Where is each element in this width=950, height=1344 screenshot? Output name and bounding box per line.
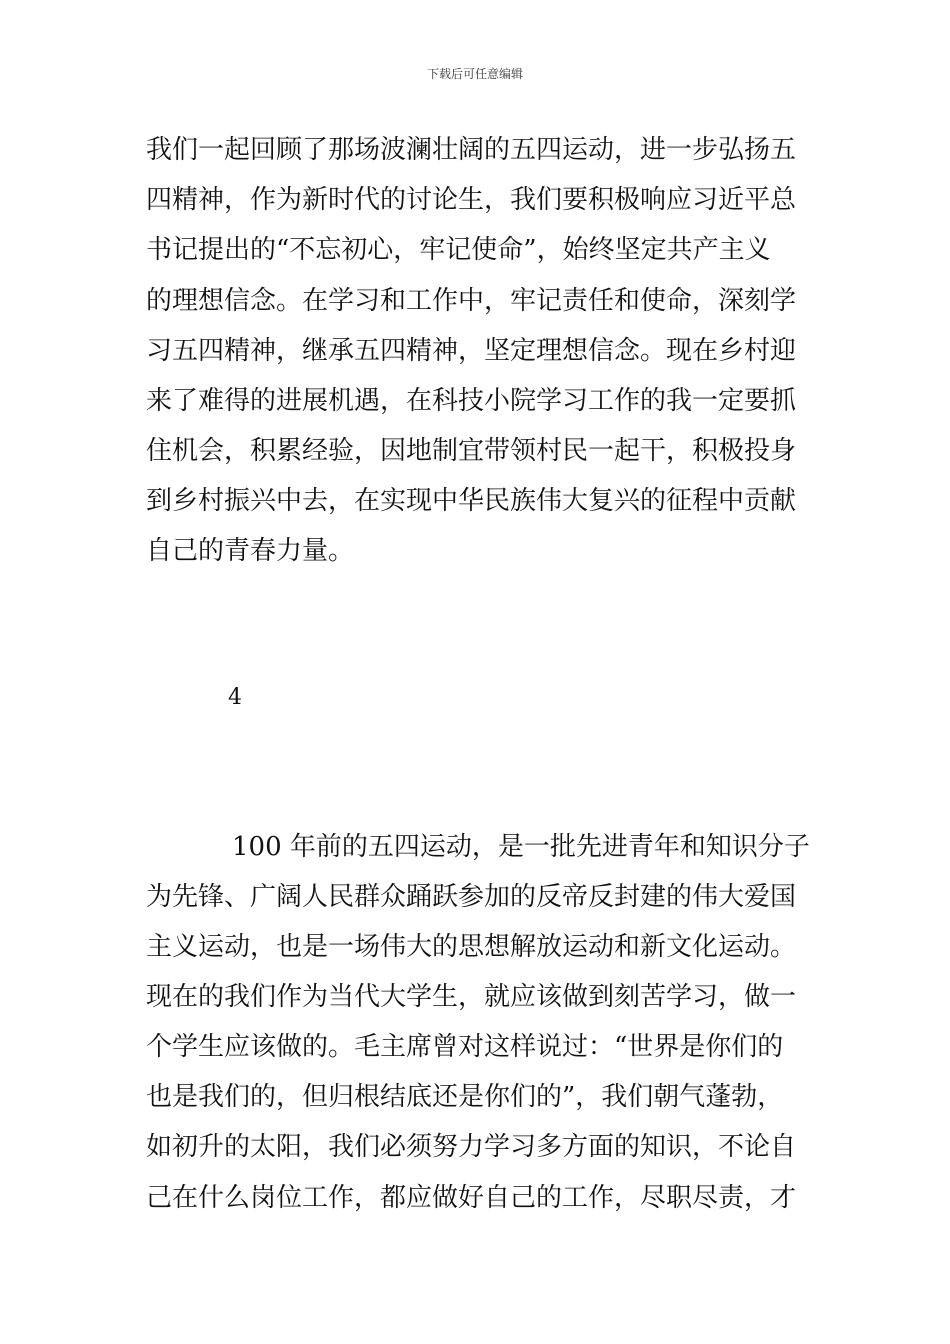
paragraph-2-line: 个学生应该做的。毛主席曾对这样说过：“世界是你们的 xyxy=(146,1032,784,1062)
paragraph-1-line: 四精神，作为新时代的讨论生，我们要积极响应习近平总 xyxy=(146,185,797,215)
paragraph-2-line: 100 年前的五四运动，是一批先进青年和知识分子 xyxy=(232,832,810,862)
paragraph-1-line: 书记提出的“不忘初心，牢记使命”，始终坚定共产主义 xyxy=(146,235,771,265)
paragraph-2-line: 为先锋、广阔人民群众踊跃参加的反帝反封建的伟大爱国 xyxy=(146,882,797,912)
paragraph-2-line: 也是我们的，但归根结底还是你们的”，我们朝气蓬勃， xyxy=(146,1082,784,1112)
paragraph-2-line: 如初升的太阳，我们必须努力学习多方面的知识，不论自 xyxy=(146,1132,797,1162)
paragraph-2-line: 现在的我们作为当代大学生，就应该做到刻苦学习，做一 xyxy=(146,982,797,1012)
paragraph-2-line: 主义运动，也是一场伟大的思想解放运动和新文化运动。 xyxy=(146,932,797,962)
paragraph-1-line: 到乡村振兴中去，在实现中华民族伟大复兴的征程中贡献 xyxy=(146,486,797,516)
paragraph-1-line: 习五四精神，继承五四精神，坚定理想信念。现在乡村迎 xyxy=(146,336,797,366)
paragraph-1-line: 住机会，积累经验，因地制宜带领村民一起干，积极投身 xyxy=(146,436,797,466)
paragraph-2-line: 己在什么岗位工作，都应做好自己的工作，尽职尽责，才 xyxy=(146,1183,797,1213)
paragraph-1-line: 自己的青春力量。 xyxy=(146,536,355,566)
paragraph-1-line: 来了难得的进展机遇，在科技小院学习工作的我一定要抓 xyxy=(146,386,797,416)
header-note: 下载后可任意编辑 xyxy=(426,67,523,81)
paragraph-1-line: 我们一起回顾了那场波澜壮阔的五四运动，进一步弘扬五 xyxy=(146,135,797,165)
section-number: 4 xyxy=(228,685,242,710)
paragraph-1-line: 的理想信念。在学习和工作中，牢记责任和使命，深刻学 xyxy=(146,286,797,316)
